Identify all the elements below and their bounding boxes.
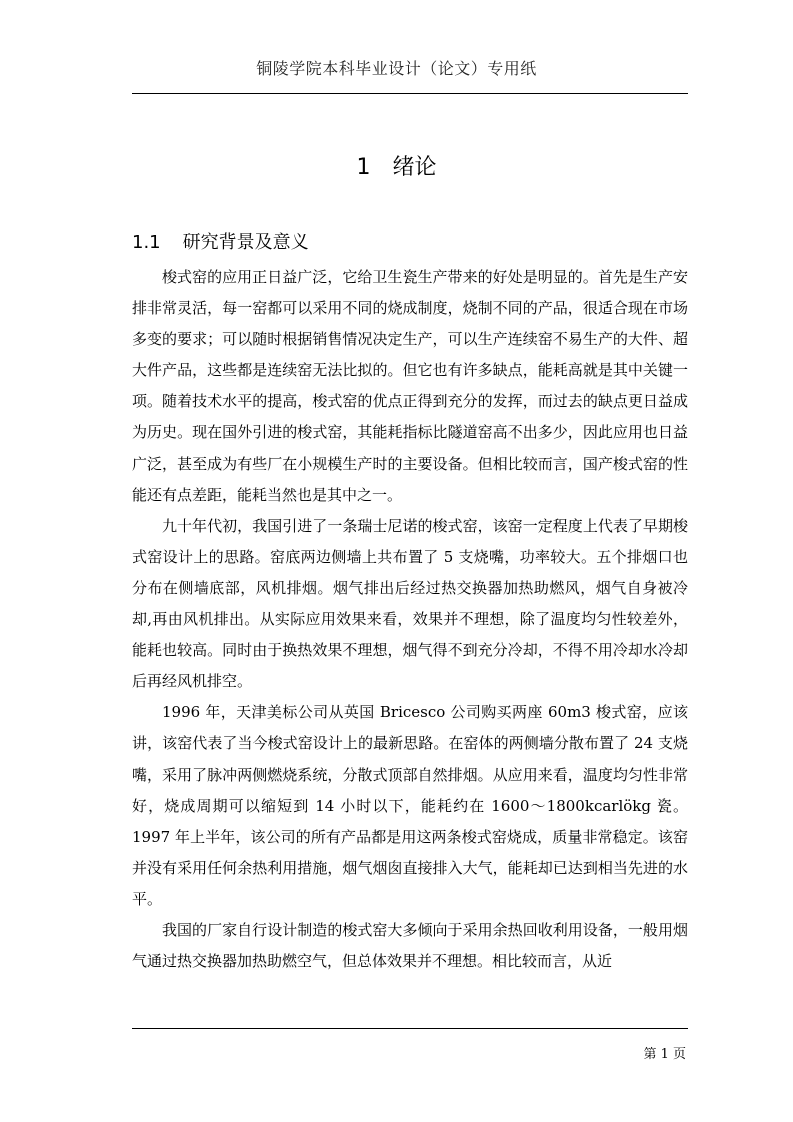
section-title: 研究背景及意义 (182, 232, 309, 253)
paragraph: 九十年代初，我国引进了一条瑞士尼诺的梭式窑，该窑一定程度上代表了早期梭式窑设计上的思路。窑底两边侧墙上共布置了 5 支烧嘴，功率较大。五个排烟口也分布在侧墙底部，风机排烟。烟气排出后经过热交换器加热助燃风，烟气自身被冷却,再由风机排出。从实际应用效果来看，效果并不理想，除了温度均匀性较差外，能耗也较高。同时由于换热效果不理想，烟气得不到充分冷却，不得不用冷却水冷却后再经风机排空。 (132, 516, 688, 691)
header-rule (132, 93, 688, 94)
section-heading (132, 228, 309, 254)
running-header: 铜陵学院本科毕业设计（论文）专用纸 (256, 59, 537, 78)
chapter-heading (0, 150, 793, 181)
paragraph: 梭式窑的应用正日益广泛，它给卫生瓷生产带来的好处是明显的。首先是生产安排非常灵活，每一窑都可以采用不同的烧成制度，烧制不同的产品，很适合现在市场多变的要求；可以随时根据销售情况决定生产，可以生产连续窑不易生产的大件、超大件产品，这些都是连续窑无法比拟的。但它也有许多缺点，能耗高就是其中关键一项。随着技术水平的提高，梭式窑的优点正得到充分的发挥，而过去的缺点更日益成为历史。现在国外引进的梭式窑，其能耗指标比隧道窑高不出多少，因此应用也日益广泛，甚至成为有些厂在小规模生产时的主要设备。但相比较而言，国产梭式窑的性能还有点差距，能耗当然也是其中之一。 (132, 268, 688, 504)
chapter-number: 1 (356, 155, 371, 180)
paragraph: 我国的厂家自行设计制造的梭式窑大多倾向于采用余热回收利用设备，一般用烟气通过热交换器加热助燃空气，但总体效果并不理想。相比较而言，从近 (132, 920, 688, 971)
body-text (132, 262, 688, 977)
section-number: 1.1 (132, 232, 161, 253)
paragraph: 1996 年，天津美标公司从英国 Bricesco 公司购买两座 60m3 梭式窑，应该讲，该窑代表了当今梭式窑设计上的最新思路。在窑体的两侧墙分散布置了 24 支烧嘴，采用了脉冲两侧燃烧系统，分散式顶部自然排烟。从应用来看，温度均匀性非常好，烧成周期可以缩短到 14 小时以下，能耗约在 1600～1800kcarlökg 瓷。1997 年上半年，该公司的所有产品都是用这两条梭式窑烧成，质量非常稳定。该窑并没有采用任何余热利用措施，烟气烟囱直接排入大气，能耗却已达到相当先进的水平。 (132, 703, 688, 908)
chapter-title: 绪论 (392, 155, 437, 180)
footer-rule (132, 1028, 688, 1029)
page-number: 第 1 页 (643, 1047, 686, 1062)
